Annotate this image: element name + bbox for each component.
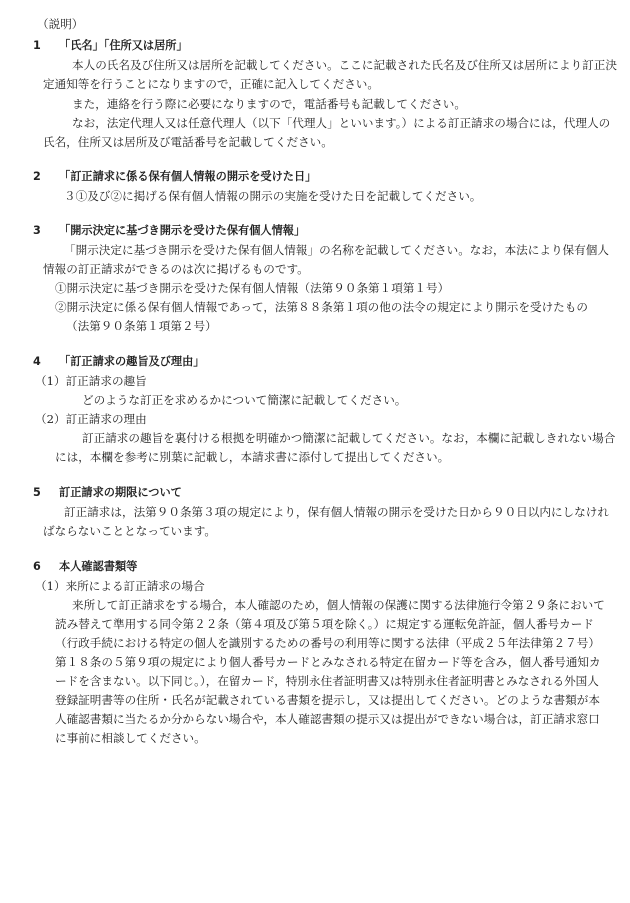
- section-1-line: なお，法定代理人又は任意代理人（以下「代理人」といいます。）による訂正請求の場合には，代理人の: [72, 116, 611, 130]
- section-3-list-item-cont: （法第９０条第１項第２号）: [66, 319, 217, 333]
- section-4-line: 訂正請求の趣旨を裏付ける根拠を明確かつ簡潔に記載してください。なお，本欄に記載しきれない場合: [82, 431, 616, 445]
- section-1-line: 氏名，住所又は居所及び電話番号を記載してください。: [43, 135, 333, 149]
- section-1-line: 定通知等を行うことになりますので，正確に記入してください。: [43, 77, 379, 91]
- section-3-number: 3: [33, 224, 41, 237]
- section-6-line: に事前に相談してください。: [55, 731, 206, 745]
- section-6-line: （行政手続における特定の個人を識別するための番号の利用等に関する法律（平成２５年法律第２７号）: [55, 636, 600, 650]
- section-4-number: 4: [33, 355, 41, 368]
- section-6-title: 本人確認書類等: [59, 560, 138, 573]
- section-4-line: には，本欄を参考に別葉に記載し，本請求書に添付して提出してください。: [55, 450, 450, 464]
- section-1-number: 1: [33, 39, 41, 52]
- section-6-line: 来所して訂正請求をする場合，本人確認のため，個人情報の保護に関する法律施行令第２９条において: [72, 598, 605, 612]
- section-6-subheading: （1）来所による訂正請求の場合: [35, 579, 205, 593]
- section-6-line: 第１８条の５第９項の規定により個人番号カードとみなされる特定在留カード等を含み，個人番号通知カ: [55, 655, 601, 669]
- section-2-number: 2: [33, 170, 41, 183]
- section-6-line: ードを含まない。以下同じ。），在留カード，特別永住者証明書又は特別永住者証明書とみなされる外国人: [55, 674, 599, 688]
- section-6-number: 6: [33, 560, 41, 573]
- section-6-line: 登録証明書等の住所・氏名が記載されている書類を提示し，又は提出してください。どのような書類が本: [55, 693, 600, 707]
- section-3-line: 情報の訂正請求ができるのは次に掲げるものです。: [43, 262, 309, 276]
- section-5-line: 訂正請求は，法第９０条第３項の規定により，保有個人情報の開示を受けた日から９０日以内にしなけれ: [64, 505, 609, 519]
- section-2-title: 「訂正請求に係る保有個人情報の開示を受けた日」: [59, 170, 317, 183]
- section-6-line: 読み替えて準用する同令第２２条（第４項及び第５項を除く。）に規定する運転免許証，個人番号カード: [55, 617, 594, 631]
- section-3-list-item: ①開示決定に基づき開示を受けた保有個人情報（法第９０条第１項第１号）: [55, 281, 450, 295]
- section-4-title: 「訂正請求の趣旨及び理由」: [59, 355, 205, 368]
- section-1-line: 本人の氏名及び住所又は居所を記載してください。ここに記載された氏名及び住所又は居所により訂正決: [72, 58, 617, 72]
- section-3-title: 「開示決定に基づき開示を受けた保有個人情報」: [59, 224, 306, 237]
- section-1-title: 「氏名」「住所又は居所」: [59, 39, 188, 52]
- section-1-line: また，連絡を行う際に必要になりますので，電話番号も記載してください。: [72, 97, 466, 111]
- section-3-line: 「開示決定に基づき開示を受けた保有個人情報」の名称を記載してください。なお，本法により保有個人: [64, 243, 609, 257]
- section-4-subheading: （1）訂正請求の趣旨: [35, 374, 147, 388]
- section-4-line: どのような訂正を求めるかについて簡潔に記載してください。: [82, 393, 407, 407]
- section-4-subheading: （2）訂正請求の理由: [35, 412, 147, 426]
- section-6-line: 人確認書類に当たるか分からない場合や，本人確認書類の提示又は提出ができない場合は，訂正請求窓口: [55, 712, 600, 726]
- section-2-line: ３①及び②に掲げる保有個人情報の開示の実施を受けた日を記載してください。: [64, 189, 482, 203]
- explanation-header: （説明）: [37, 17, 84, 31]
- section-5-title: 訂正請求の期限について: [59, 486, 182, 499]
- section-5-number: 5: [33, 486, 41, 499]
- section-5-line: ばならないこととなっています。: [43, 524, 216, 538]
- section-3-list-item: ②開示決定に係る保有個人情報であって，法第８８条第１項の他の法令の規定により開示を受けたもの: [55, 300, 588, 314]
